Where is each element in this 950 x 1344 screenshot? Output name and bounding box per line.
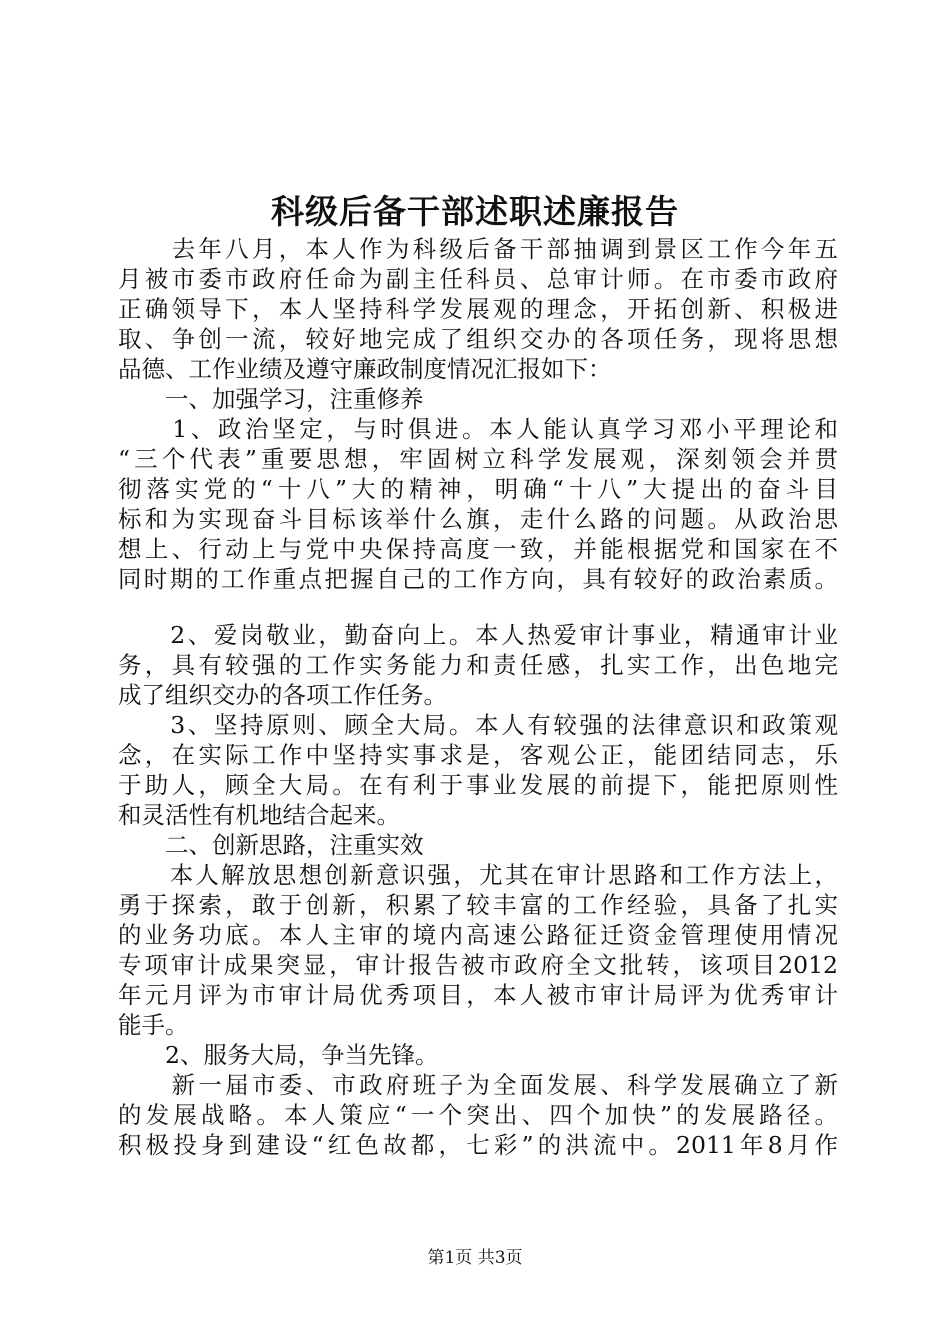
page-footer: 第1页 共3页 <box>427 1248 523 1268</box>
body-line: 想上、行动上与党中央保持高度一致，并能根据党和国家在不 <box>118 535 838 563</box>
body-line: 念，在实际工作中坚持实事求是，客观公正，能团结同志，乐 <box>118 741 838 769</box>
document-body <box>118 234 838 1160</box>
body-line: 本人解放思想创新意识强，尤其在审计思路和工作方法上， <box>118 861 838 889</box>
body-line: 和灵活性有机地结合起来。 <box>118 801 400 829</box>
section-heading: 二、创新思路，注重实效 <box>118 831 424 859</box>
body-line: 月被市委市政府任命为副主任科员、总审计师。在市委市政府 <box>118 265 838 293</box>
body-line: 品德、工作业绩及遵守廉政制度情况汇报如下： <box>118 355 612 383</box>
body-line: 积极投身到建设“红色故都，七彩”的洪流中。2011年8月作 <box>118 1131 838 1159</box>
body-line: 新一届市委、市政府班子为全面发展、科学发展确立了新 <box>118 1071 838 1099</box>
body-line: 正确领导下，本人坚持科学发展观的理念，开拓创新、积极进 <box>118 295 838 323</box>
body-line: 专项审计成果突显，审计报告被市政府全文批转，该项目2012 <box>118 951 838 979</box>
body-line: 取、争创一流，较好地完成了组织交办的各项任务，现将思想 <box>118 325 838 353</box>
body-line: 务，具有较强的工作实务能力和责任感，扎实工作，出色地完 <box>118 651 838 679</box>
paragraph-gap <box>118 594 838 620</box>
document-title: 科级后备干部述职述廉报告 <box>271 192 679 231</box>
body-line: 的业务功底。本人主审的境内高速公路征迁资金管理使用情况 <box>118 921 838 949</box>
body-line: 勇于探索，敢于创新，积累了较丰富的工作经验，具备了扎实 <box>118 891 838 919</box>
body-line: 去年八月，本人作为科级后备干部抽调到景区工作今年五 <box>118 235 838 263</box>
body-line: 于助人，顾全大局。在有利于事业发展的前提下，能把原则性 <box>118 771 838 799</box>
body-line: “三个代表”重要思想，牢固树立科学发展观，深刻领会并贯 <box>118 445 838 473</box>
body-line: 的发展战略。本人策应“一个突出、四个加快”的发展路径。 <box>118 1101 838 1129</box>
body-line: 标和为实现奋斗目标该举什么旗，走什么路的问题。从政治思 <box>118 505 838 533</box>
body-line: 能手。 <box>118 1011 189 1039</box>
section-heading: 一、加强学习，注重修养 <box>118 385 424 413</box>
body-line: 成了组织交办的各项工作任务。 <box>118 681 447 709</box>
body-line: 2、爱岗敬业，勤奋向上。本人热爱审计事业，精通审计业 <box>118 621 838 649</box>
body-line: 2、服务大局，争当先锋。 <box>118 1041 439 1069</box>
body-line: 彻落实党的“十八”大的精神，明确“十八”大提出的奋斗目 <box>118 475 838 503</box>
body-line: 年元月评为市审计局优秀项目，本人被市审计局评为优秀审计 <box>118 981 838 1009</box>
body-line: 3、坚持原则、顾全大局。本人有较强的法律意识和政策观 <box>118 711 838 739</box>
body-line: 1、政治坚定，与时俱进。本人能认真学习邓小平理论和 <box>118 415 838 443</box>
body-line: 同时期的工作重点把握自己的工作方向，具有较好的政治素质。 <box>118 565 838 593</box>
